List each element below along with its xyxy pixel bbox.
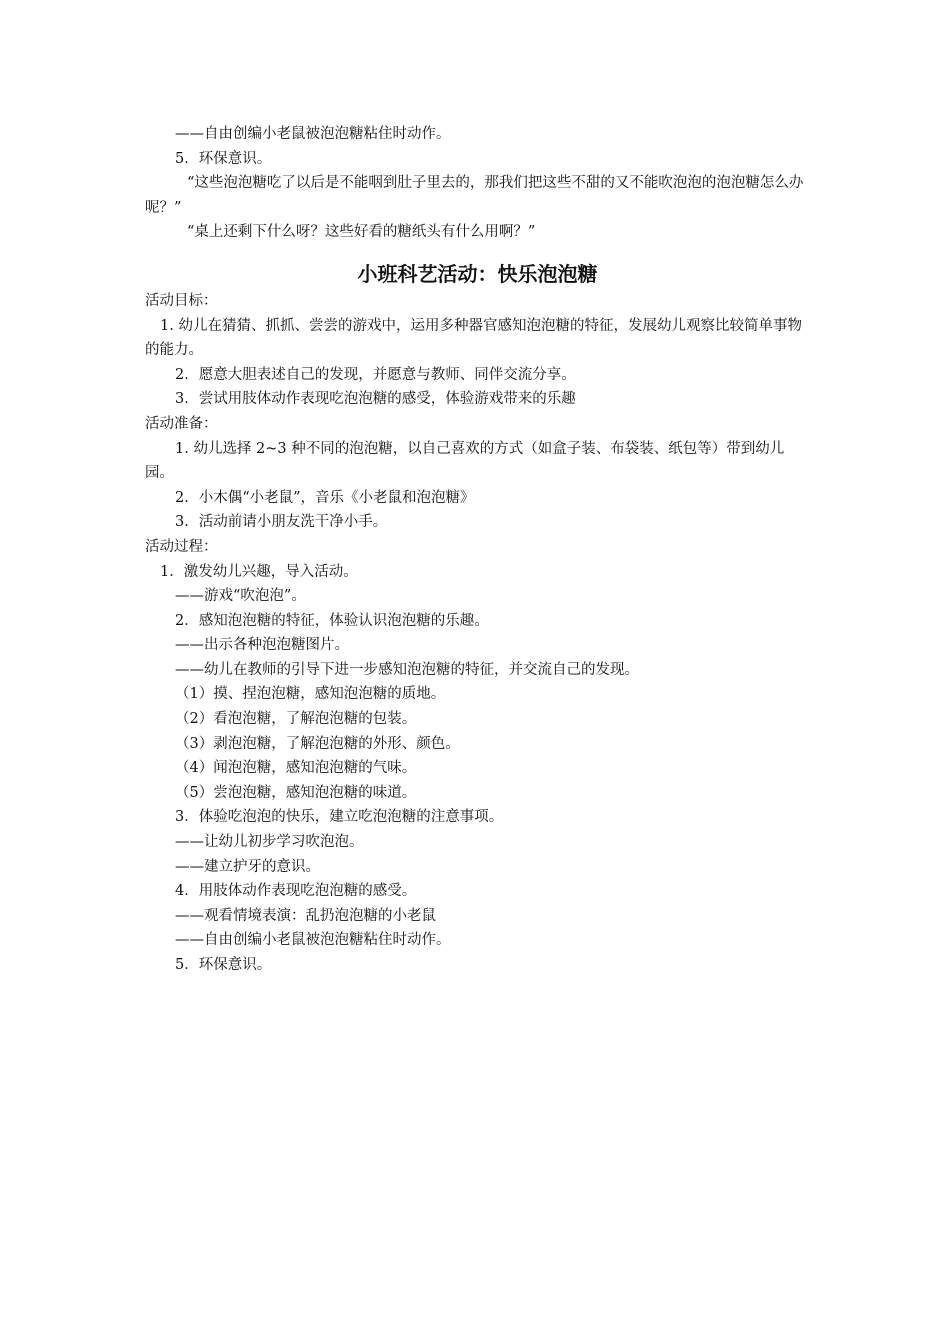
list-item: ——游戏“吹泡泡”。 (175, 588, 306, 605)
list-item: 4．用肢体动作表现吃泡泡糖的感受。 (175, 883, 417, 900)
list-item: （3）剥泡泡糖，了解泡泡糖的外形、颜色。 (175, 735, 460, 752)
list-item: ——幼儿在教师的引导下进一步感知泡泡糖的特征，并交流自己的发现。 (175, 661, 639, 678)
list-item: 1. 幼儿选择 2~3 种不同的泡泡糖，以自己喜欢的方式（如盒子装、布袋装、纸包等）带到幼儿园。 (145, 440, 785, 482)
list-item: ——自由创编小老鼠被泡泡糖粘住时动作。 (175, 932, 451, 949)
quote-paragraph: “桌上还剩下什么呀？这些好看的糖纸头有什么用啊？” (187, 224, 536, 241)
list-item: 1．激发幼儿兴趣，导入活动。 (160, 563, 358, 580)
list-item: 2．愿意大胆表述自己的发现，并愿意与教师、同伴交流分享。 (175, 366, 576, 383)
quote-paragraph: “这些泡泡糖吃了以后是不能咽到肚子里去的，那我们把这些不甜的又不能吹泡泡的泡泡糖怎么办呢？” (145, 175, 804, 216)
list-item: ——让幼儿初步学习吹泡泡。 (175, 834, 364, 851)
list-item: （5）尝泡泡糖，感知泡泡糖的味道。 (175, 784, 417, 801)
list-item: （4）闻泡泡糖，感知泡泡糖的气味。 (175, 760, 417, 777)
list-item: ——建立护牙的意识。 (175, 858, 320, 875)
section-heading: 活动准备： (145, 415, 218, 432)
list-item: 3．活动前请小朋友洗干净小手。 (175, 514, 388, 531)
list-item: 1. 幼儿在猜猜、抓抓、尝尝的游戏中，运用多种器官感知泡泡糖的特征，发展幼儿观察比较简单事物的能力。 (145, 317, 802, 359)
list-item: 5．环保意识。 (175, 957, 272, 973)
document-body (145, 122, 810, 978)
list-item: 2．感知泡泡糖的特征，体验认识泡泡糖的乐趣。 (175, 612, 489, 629)
document-title: 小班科艺活动：快乐泡泡糖 (357, 261, 598, 286)
text-line: ——自由创编小老鼠被泡泡糖粘住时动作。 (175, 126, 451, 142)
list-item: ——观看情境表演：乱扔泡泡糖的小老鼠 (175, 907, 436, 924)
list-item: （2）看泡泡糖，了解泡泡糖的包装。 (175, 711, 417, 728)
list-item: （1）摸、捏泡泡糖，感知泡泡糖的质地。 (175, 686, 446, 703)
list-item: ——出示各种泡泡糖图片。 (175, 637, 349, 654)
section-heading: 活动目标： (145, 292, 218, 309)
list-item: 2．小木偶“小老鼠”，音乐《小老鼠和泡泡糖》 (175, 489, 475, 506)
list-item: 3．尝试用肢体动作表现吃泡泡糖的感受，体验游戏带来的乐趣 (175, 391, 576, 408)
text-line: 5．环保意识。 (175, 150, 272, 167)
section-heading: 活动过程： (145, 538, 218, 555)
list-item: 3．体验吃泡泡的快乐，建立吃泡泡糖的注意事项。 (175, 809, 504, 826)
